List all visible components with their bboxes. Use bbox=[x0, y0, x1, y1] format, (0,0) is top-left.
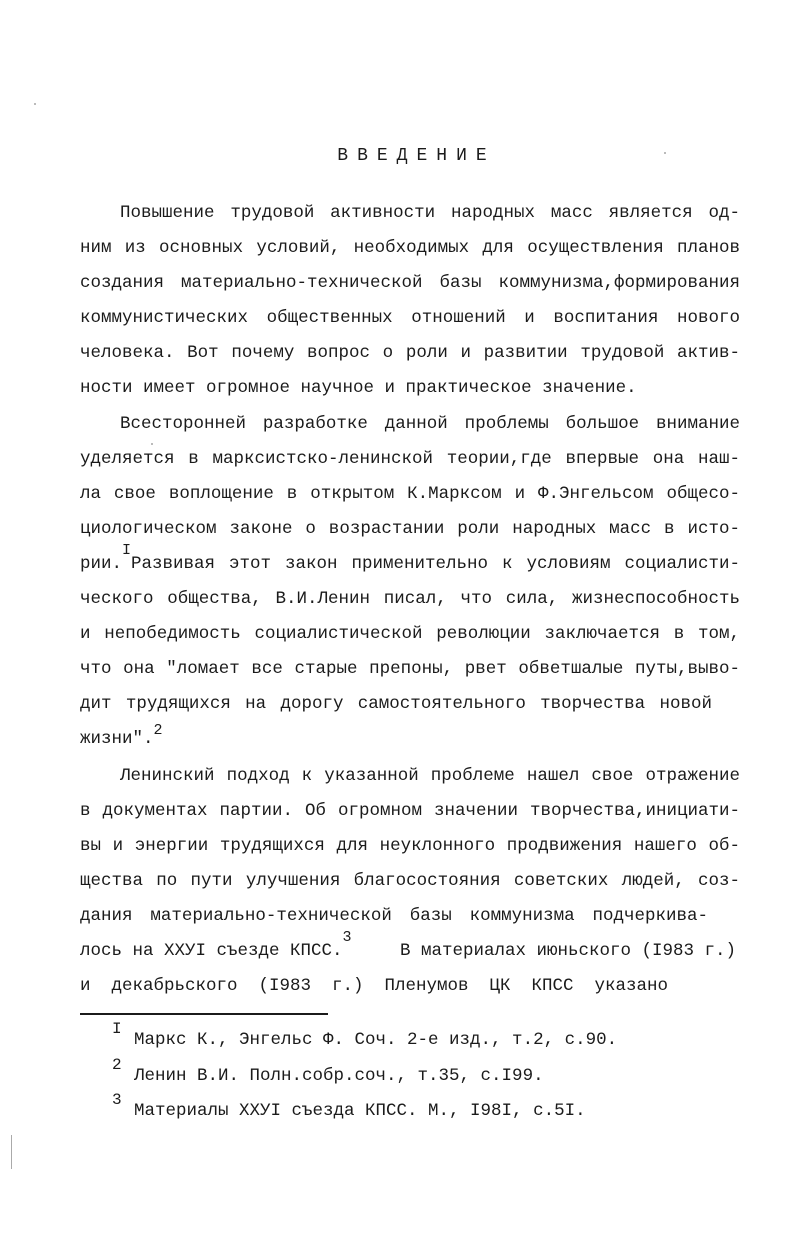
text-line: Повышение трудовой активности народных масс является од- bbox=[120, 203, 740, 223]
text-line: дит трудящихся на дорогу самостоятельного творчества новой bbox=[80, 694, 712, 714]
footnote-text: Ленин В.И. Полн.собр.соч., т.35, с.I99. bbox=[134, 1066, 544, 1086]
text-line: уделяется в марксистско-ленинской теории,где впервые она наш- bbox=[80, 449, 740, 469]
text-line: что она "ломает все старые препоны, рвет обветшалые путы,выво- bbox=[80, 659, 740, 679]
footnote-ref: I bbox=[122, 542, 132, 559]
text-line-with-footnote bbox=[80, 929, 736, 962]
footnote-text: Маркс К., Энгельс Ф. Соч. 2-е изд., т.2, с.90. bbox=[134, 1030, 618, 1050]
text-line: циологическом законе о возрастании роли народных масс в исто- bbox=[80, 519, 740, 539]
scan-speck bbox=[151, 443, 153, 445]
text-fragment: жизни". bbox=[80, 729, 154, 749]
footnote-mark: I bbox=[112, 1020, 122, 1038]
footnote-divider bbox=[80, 1013, 328, 1015]
text-line: создания материально-технической базы коммунизма,формирования bbox=[80, 273, 740, 293]
footnote-mark: 3 bbox=[112, 1091, 122, 1109]
footnote-text: Материалы XXУI съезда КПСС. М., I98I, с.5I. bbox=[134, 1101, 586, 1121]
text-line: в документах партии. Об огромном значении творчества,инициати- bbox=[80, 801, 740, 821]
text-line: ла свое воплощение в открытом К.Марксом и Ф.Энгельсом общесо- bbox=[80, 484, 740, 504]
text-line: и декабрьского (I983 г.) Пленумов ЦК КПСС указано bbox=[80, 976, 668, 996]
scan-edge-mark bbox=[11, 1135, 12, 1169]
footnote-mark: 2 bbox=[112, 1056, 122, 1074]
text-line: коммунистических общественных отношений и воспитания нового bbox=[80, 308, 740, 328]
text-line: человека. Вот почему вопрос о роли и развитии трудовой актив- bbox=[80, 343, 740, 363]
scan-speck bbox=[34, 103, 36, 105]
page-title: ВВЕДЕНИЕ bbox=[337, 146, 496, 166]
scan-speck bbox=[664, 152, 666, 154]
text-line: Ленинский подход к указанной проблеме нашел свое отражение bbox=[120, 766, 740, 786]
text-line-with-footnote bbox=[80, 722, 740, 750]
footnote-ref: 2 bbox=[153, 722, 163, 740]
text-line: ности имеет огромное научное и практическое значение. bbox=[80, 378, 637, 398]
text-line: ческого общества, В.И.Ленин писал, что сила, жизнеспособность bbox=[80, 589, 740, 609]
footnote-ref: 3 bbox=[342, 929, 352, 946]
text-line: дания материально-технической базы коммунизма подчеркива- bbox=[80, 906, 708, 926]
text-fragment: рии. bbox=[80, 554, 123, 574]
text-fragment: лось на XXУI съезде КПСС. bbox=[80, 941, 343, 961]
text-line: ним из основных условий, необходимых для осуществления планов bbox=[80, 238, 740, 258]
text-line: и непобедимость социалистической революции заключается в том, bbox=[80, 624, 740, 644]
text-line: щества по пути улучшения благосостояния советских людей, соз- bbox=[80, 871, 740, 891]
text-line-with-footnote bbox=[80, 542, 740, 575]
text-fragment: В материалах июньского (I983 г.) bbox=[399, 941, 736, 961]
text-line: вы и энергии трудящихся для неуклонного продвижения нашего об- bbox=[80, 836, 740, 856]
text-fragment: Развивая этот закон применительно к условиям социалисти- bbox=[131, 554, 740, 574]
text-line: Всесторонней разработке данной проблемы большое внимание bbox=[120, 414, 740, 434]
